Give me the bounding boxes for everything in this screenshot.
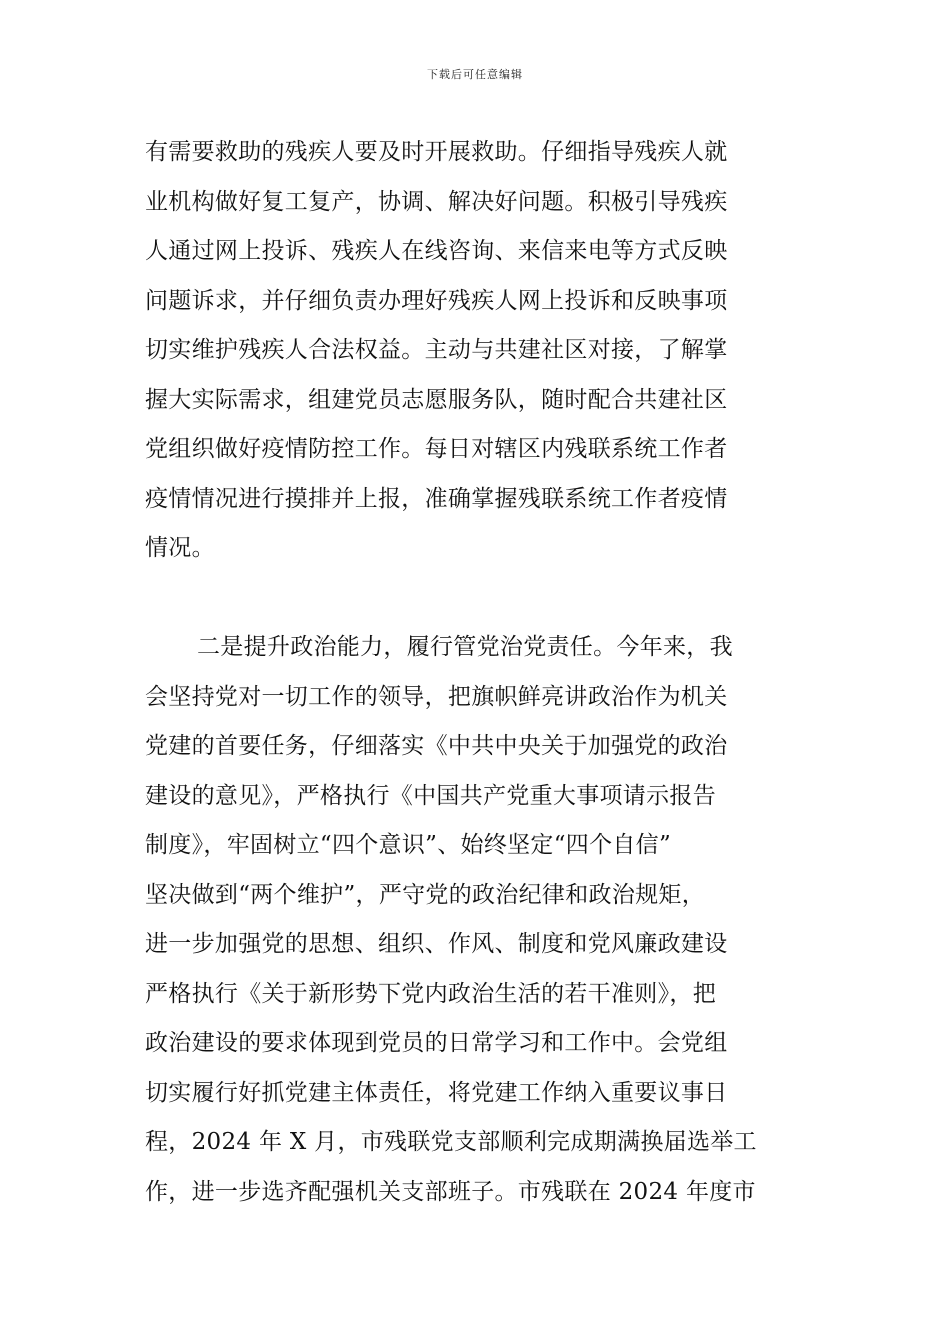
paragraph-line: 握大实际需求，组建党员志愿服务队，随时配合共建社区 <box>145 386 728 413</box>
paragraph-1 <box>145 128 810 574</box>
paragraph-line: 人通过网上投诉、残疾人在线咨询、来信来电等方式反映 <box>145 238 728 264</box>
paragraph-line: 党组织做好疫情防控工作。每日对辖区内残联系统工作者 <box>145 436 728 462</box>
paragraph-line: 切实履行好抓党建主体责任，将党建工作纳入重要议事日 <box>145 1079 728 1106</box>
header-note: 下载后可任意编辑 <box>427 68 523 81</box>
paragraph-line: 坚决做到“两个维护”，严守党的政治纪律和政治规矩， <box>145 881 706 908</box>
paragraph-line: 会坚持党对一切工作的领导，把旗帜鲜亮讲政治作为机关 <box>145 683 728 710</box>
paragraph-line: 制度》，牢固树立“四个意识”、始终坚定“四个自信” <box>145 832 672 858</box>
paragraph-line: 情况。 <box>145 535 215 561</box>
paragraph-line: 二是提升政治能力，履行管党治党责任。今年来，我 <box>197 634 733 660</box>
paragraph-line: 切实维护残疾人合法权益。主动与共建社区对接，了解掌 <box>145 337 728 363</box>
paragraph-line: 党建的首要任务，仔细落实《中共中央关于加强党的政治 <box>145 733 728 759</box>
paragraph-line: 严格执行《关于新形势下党内政治生活的若干准则》，把 <box>145 980 716 1007</box>
paragraph-line: 政治建设的要求体现到党员的日常学习和工作中。会党组 <box>145 1030 728 1056</box>
paragraph-line: 进一步加强党的思想、组织、作风、制度和党风廉政建设 <box>145 931 728 957</box>
paragraph-line: 建设的意见》，严格执行《中国共产党重大事项请示报告 <box>145 782 716 809</box>
paragraph-line: 问题诉求，并仔细负责办理好残疾人网上投诉和反映事项 <box>145 287 728 314</box>
paragraph-2 <box>145 623 810 1217</box>
paragraph-line: 有需要救助的残疾人要及时开展救助。仔细指导残疾人就 <box>145 139 728 165</box>
paragraph-line: 业机构做好复工复产，协调、解决好问题。积极引导残疾 <box>145 188 728 215</box>
paragraph-line: 作，进一步选齐配强机关支部班子。市残联在 2024 年度市 <box>145 1178 756 1205</box>
paragraph-line: 疫情情况进行摸排并上报，准确掌握残联系统工作者疫情 <box>145 485 728 512</box>
paragraph-line: 程，2024 年 X 月，市残联党支部顺利完成期满换届选举工 <box>145 1129 757 1155</box>
